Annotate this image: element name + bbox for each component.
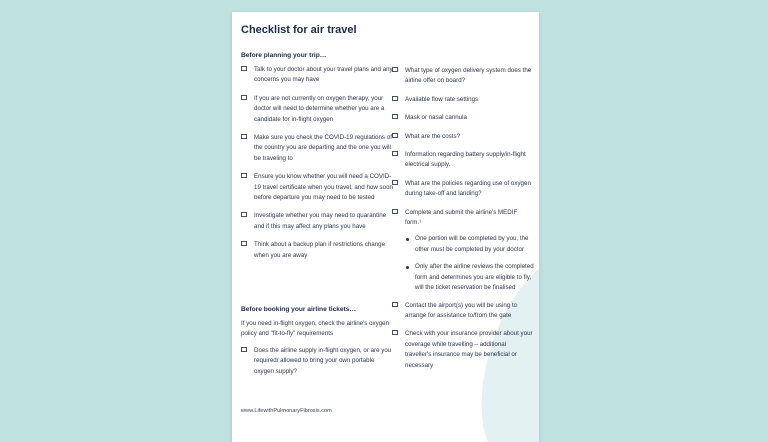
planning-heading: Before planning your trip…	[241, 52, 327, 59]
checklist-item-text: Investigate whether you may need to quarantine and if this may affect any plans you have	[254, 212, 387, 230]
checklist-item	[392, 150, 534, 171]
checklist-item	[392, 179, 534, 200]
medif-bullets	[406, 234, 534, 293]
checklist-item-text: Ensure you know whether you will need a COVID-19 travel certificate when you travel, and how soon before departure you may need to be tested	[254, 173, 393, 202]
checklist-item-text: What type of oxygen delivery system does the airline offer on board?	[405, 67, 532, 85]
checkbox[interactable]	[241, 95, 247, 100]
checkbox[interactable]	[392, 180, 398, 185]
checklist-item-text: If you are not currently on oxygen therapy, your doctor will need to determine whether you are a candidate for in-flight oxygen	[254, 94, 385, 123]
checkbox[interactable]	[392, 67, 398, 72]
booking-section	[241, 306, 393, 385]
checklist-item	[241, 240, 393, 261]
checklist-item-text: Contact the airport(s) you will be using to arrange for assistance to/from the gate	[405, 301, 518, 319]
checklist-item	[241, 133, 393, 164]
checklist-item	[241, 65, 393, 86]
checkbox[interactable]	[392, 209, 398, 214]
checklist-item	[392, 329, 534, 371]
right-column	[392, 66, 534, 379]
checklist-item	[392, 208, 534, 229]
bullet-item	[406, 262, 534, 293]
checkbox[interactable]	[392, 330, 398, 335]
checklist-item-text: Information regarding battery supply/in-flight electrical supply.	[405, 151, 526, 169]
checklist-item	[392, 66, 534, 87]
checklist-item-text: Make sure you check the COVID-19 regulations of the country you are departing and the one you will be traveling to	[254, 134, 392, 162]
checklist-item-text: Does the airline supply in-flight oxygen, or are you required/ allowed to bring your own portable oxygen supply?	[254, 346, 392, 375]
checklist-item	[241, 94, 393, 125]
checklist-item-text: Available flow rate settings	[405, 95, 479, 103]
checklist-item-text: Think about a backup plan if restrictions change when you are away	[254, 241, 386, 259]
checklist-item-text: Complete and submit the airline's MEDIF form.¹	[405, 208, 518, 227]
checklist-item	[241, 346, 393, 377]
left-column	[241, 52, 393, 269]
checklist-item-text: What are the costs?	[405, 132, 461, 140]
booking-intro: If you need in-flight oxygen, check the airline's oxygen policy and "fit-to-fly" requirements	[241, 320, 390, 338]
booking-heading: Before booking your airline tickets…	[241, 306, 357, 313]
checkbox[interactable]	[392, 96, 398, 101]
checkbox[interactable]	[241, 134, 247, 139]
checkbox[interactable]	[392, 133, 398, 138]
checklist-item	[392, 113, 534, 123]
bullet-dot-icon	[406, 266, 409, 269]
checkbox[interactable]	[241, 173, 247, 178]
checkbox[interactable]	[241, 212, 247, 217]
checklist-item	[392, 95, 534, 105]
bullet-dot-icon	[406, 238, 409, 241]
checklist-item-text: What are the policies regarding use of oxygen during take-off and landing?	[405, 179, 531, 198]
checkbox[interactable]	[392, 302, 398, 307]
checklist-item-text: Mask or nasal cannula	[405, 114, 467, 122]
checkbox[interactable]	[392, 114, 398, 119]
checklist-item	[241, 172, 393, 203]
checklist-item	[241, 211, 393, 232]
checkbox[interactable]	[392, 151, 398, 156]
checklist-page	[232, 12, 539, 442]
bullet-text: One portion will be completed by you, the other must be completed by your doctor	[415, 235, 529, 253]
checkbox[interactable]	[241, 241, 247, 246]
checklist-item-text: Check with your insurance provider about your coverage while travelling – additional traveller's insurance may be beneficial or necessary	[405, 330, 533, 369]
checklist-item	[392, 132, 534, 142]
footer-url[interactable]: www.LifewithPulmonaryFibrosis.com	[241, 408, 332, 414]
checkbox[interactable]	[241, 347, 247, 352]
checklist-item	[392, 301, 534, 322]
bullet-text: Only after the airline reviews the completed form and determines you are eligible to fly, will the ticket reservation be finalised	[415, 263, 534, 292]
bullet-item	[406, 234, 534, 255]
page-title: Checklist for air travel	[241, 24, 357, 36]
checkbox[interactable]	[241, 66, 247, 71]
checklist-item-text: Talk to your doctor about your travel plans and any concerns you may have	[254, 66, 393, 84]
